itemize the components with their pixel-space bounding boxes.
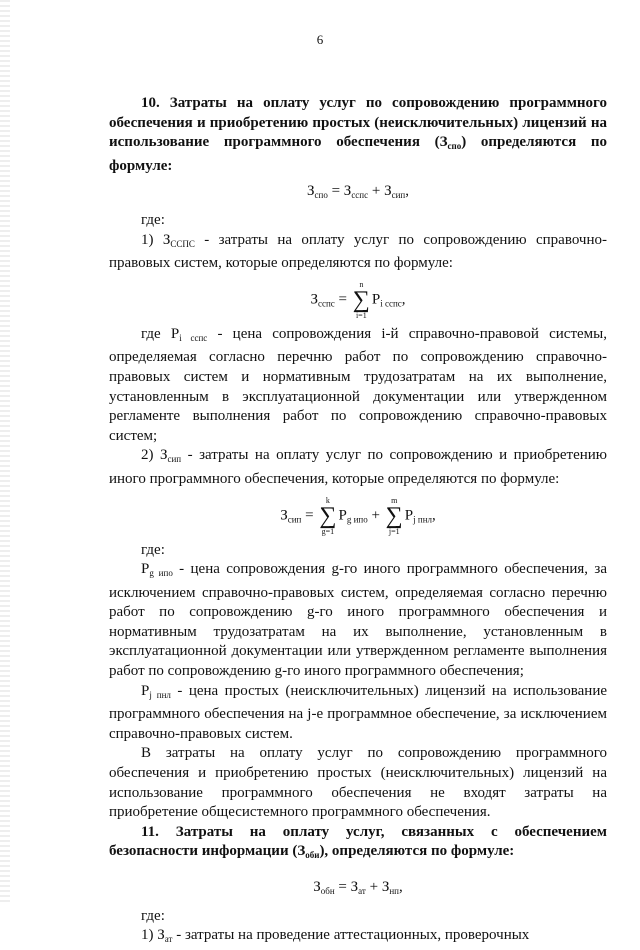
scan-edge bbox=[0, 0, 10, 905]
formula-zspo: $З_{спо} = З_{сспс} + З_{сип}$, bbox=[307, 183, 409, 201]
formula-zobi: $З_{обн} = З_{ат} + З_{нп}$, bbox=[313, 879, 403, 896]
formula-zsspc: $З_{сспс}$ = n ∑ i=1 $P_{i сспс}$, bbox=[310, 279, 406, 320]
where-label: где: bbox=[141, 541, 165, 558]
exclusion-note: В затраты на оплату услуг по сопровождению программного обеспечения и приобретению простых (неисключительных) лицензий на использование программного обеспечения не входят затраты на приобретение общесистемного программного обеспечения. bbox=[109, 745, 607, 821]
formula-zsip: $З_{сип}$ = k ∑ g=1 $P_{g ипо}$ + m ∑ j=1 $P_{j пнл}$, bbox=[280, 495, 436, 536]
document-body bbox=[109, 94, 607, 950]
section-10-heading: 10. Затраты на оплату услуг по сопровождению программного обеспечения и приобретению простых (неисключительных) лицензий на использование программного обеспечения $(З_{спо})$ определяются по формуле: bbox=[109, 95, 608, 174]
sum-sign: k ∑ g=1 bbox=[319, 495, 337, 536]
where-label: где: bbox=[141, 907, 165, 924]
definition-p-ipo: $P_{g ипо}$ - цена сопровождения g-го иного программного обеспечения, за исключением справочно-правовых систем, определяемая согласно перечню работ по сопровождению g-го иного программного обеспечения и нормативным трудозатратам на их выполнение, установленным в эксплуатационной документации или утвержденном регламенте выполнения работ по сопровождению g-го иного программного обеспечения; bbox=[109, 561, 607, 680]
page-number: 6 bbox=[316, 32, 324, 47]
section-11-heading: 11. Затраты на оплату услуг, связанных с обеспечением безопасности информации $(З_{оби})$, определяются по формуле: bbox=[109, 823, 607, 861]
item-2-sip: 2) $З_{сип}$ - затраты на оплату услуг по сопровождению и приобретению иного программного обеспечения, которые определяются по формуле: bbox=[109, 447, 608, 487]
definition-p-sspc: где $P_{i сспс}$ - цена сопровождения i-й справочно-правовой системы, определяемая согласно перечню работ по сопровождению справочно-правовых систем и нормативным трудозатратам на их выполнение, установленным в эксплуатационной документации или утвержденном регламенте выполнения работ по сопровождению справочно-правовых систем; bbox=[109, 325, 607, 444]
sum-sign: n ∑ i=1 bbox=[352, 279, 370, 320]
item-1-at: 1) $З_{ат}$ - затраты на проведение аттестационных, проверочных bbox=[141, 927, 530, 945]
where-label: где: bbox=[141, 211, 165, 228]
sum-sign: m ∑ j=1 bbox=[385, 495, 403, 536]
definition-p-pnl: $P_{j пнл}$ - цена простых (неисключительных) лицензий на использование программного обеспечения на j-е программное обеспечение, за исключением справочно-правовых систем. bbox=[109, 682, 608, 742]
item-1-sspc: 1) $З_{ССПС}$ - затраты на оплату услуг по сопровождению справочно-правовых систем, которые определяются по формуле: bbox=[109, 231, 607, 272]
